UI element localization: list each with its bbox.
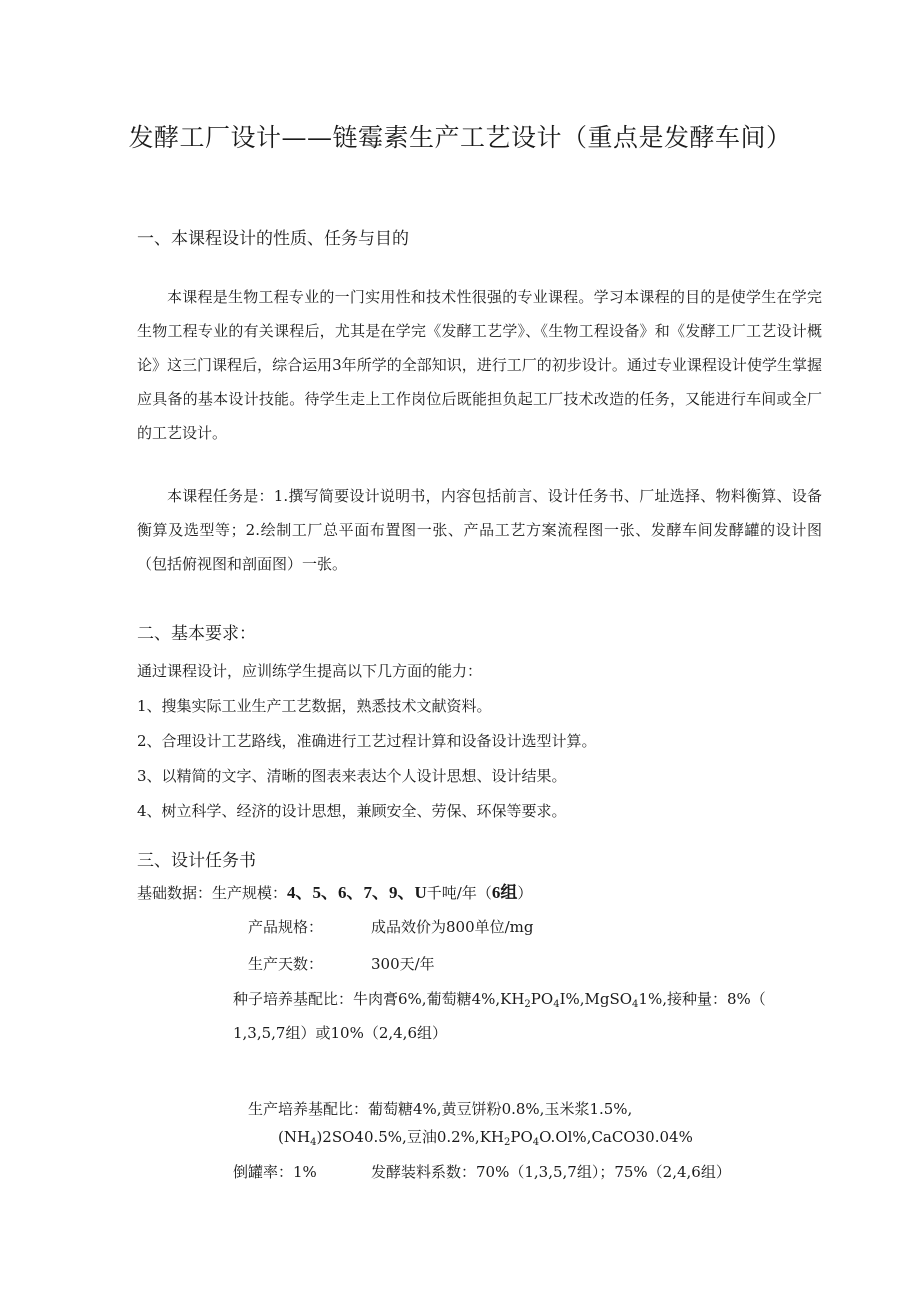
production-medium-text: )2SO40.5%,豆油0.2%,KH xyxy=(316,1128,504,1146)
requirement-item: 4、树立科学、经济的设计思想，兼顾安全、劳保、环保等要求。 xyxy=(137,802,567,820)
seed-medium-text: PO xyxy=(530,990,554,1008)
seed-medium-text: 种子培养基配比：牛肉膏6%,葡萄糖4%,KH xyxy=(233,990,525,1008)
requirement-item: 3、以精简的文字、清晰的图表来表达个人设计思想、设计结果。 xyxy=(137,767,567,785)
product-spec-label: 产品规格： xyxy=(248,918,324,936)
seed-medium-line-1 xyxy=(233,990,766,1010)
production-scale-unit: 千吨/年（ xyxy=(426,884,492,902)
basic-data-close: ） xyxy=(517,884,533,902)
document-title: 发酵工厂设计——链霉素生产工艺设计（重点是发酵车间） xyxy=(128,123,792,152)
production-medium-text: (NH xyxy=(278,1128,311,1146)
subscript: 2 xyxy=(524,999,531,1010)
production-medium-text: O.Ol%,CaCO30.04% xyxy=(539,1128,693,1146)
seed-medium-line-2: 1,3,5,7组）或10%（2,4,6组） xyxy=(233,1024,447,1042)
section1-heading: 一、本课程设计的性质、任务与目的 xyxy=(137,229,409,249)
subscript: 4 xyxy=(310,1137,317,1148)
section2-intro: 通过课程设计，应训练学生提高以下几方面的能力： xyxy=(137,662,483,680)
production-medium-line-1: 生产培养基配比：葡萄糖4%,黄豆饼粉0.8%,玉米浆1.5%, xyxy=(248,1100,633,1118)
section1-paragraph-2: 本课程任务是：1.撰写简要设计说明书，内容包括前言、设计任务书、厂址选择、物料衡算、设备衡算及选型等；2.绘制工厂总平面布置图一张、产品工艺方案流程图一张、发酵车间发酵罐的设计图（包括俯视图和剖面图）一张。 xyxy=(137,487,822,573)
fill-coefficient: 发酵装料系数：70%（1,3,5,7组）；75%（2,4,6组） xyxy=(371,1163,731,1181)
group-count: 6组 xyxy=(491,883,518,902)
production-medium-text: PO xyxy=(510,1128,533,1146)
production-scale-values: 4、5、6、7、9、U xyxy=(287,883,427,902)
subscript: 4 xyxy=(553,999,560,1010)
subscript: 4 xyxy=(632,999,639,1010)
requirement-item: 2、合理设计工艺路线，准确进行工艺过程计算和设备设计选型计算。 xyxy=(137,732,597,750)
product-spec-value: 成品效价为800单位/mg xyxy=(371,918,534,936)
subscript: 2 xyxy=(504,1137,511,1148)
production-days-label: 生产天数： xyxy=(248,955,324,973)
section1-paragraph-1: 本课程是生物工程专业的一门实用性和技术性很强的专业课程。学习本课程的目的是使学生在学完生物工程专业的有关课程后，尤其是在学完《发酵工艺学》、《生物工程设备》和《发酵工厂工艺设计概论》这三门课程后，综合运用3年所学的全部知识，进行工厂的初步设计。通过专业课程设计使学生掌握应具备的基本设计技能。待学生走上工作岗位后既能担负起工厂技术改造的任务，又能进行车间或全厂的工艺设计。 xyxy=(137,288,822,442)
tank-dump-rate: 倒罐率：1% xyxy=(233,1163,317,1181)
section2-heading: 二、基本要求： xyxy=(137,624,256,644)
basic-data-line xyxy=(137,884,532,901)
requirement-item: 1、搜集实际工业生产工艺数据，熟悉技术文献资料。 xyxy=(137,697,492,715)
seed-medium-text: 1%,接种量：8%（ xyxy=(638,990,766,1008)
section3-heading: 三、设计任务书 xyxy=(137,851,256,871)
subscript: 4 xyxy=(532,1137,540,1148)
seed-medium-text: I%,MgSO xyxy=(559,990,633,1008)
production-days-value: 300天/年 xyxy=(371,955,435,973)
basic-data-label: 基础数据：生产规模： xyxy=(137,884,288,902)
production-medium-line-2 xyxy=(278,1128,693,1148)
